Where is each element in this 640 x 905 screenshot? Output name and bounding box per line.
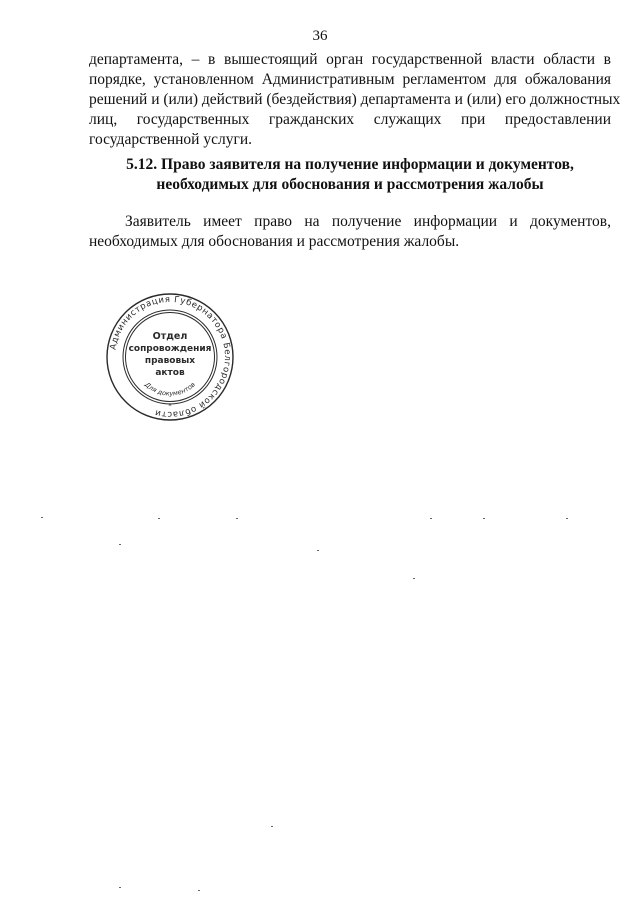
stamp-star-icon: * (168, 402, 172, 410)
text-line: Заявитель имеет право на получение информации и документов, (125, 213, 611, 230)
scan-speck (119, 544, 121, 545)
section-heading-line: необходимых для обоснования и рассмотрения жалобы (156, 176, 544, 193)
text-line: лиц, государственных гражданских служащих при предоставлении (89, 111, 611, 128)
page-number: 36 (312, 28, 328, 44)
paragraph-applicant-right (89, 212, 611, 252)
section-heading (89, 155, 611, 195)
stamp-center-line-2: сопровождения (128, 344, 212, 354)
text-line: департамента, – в вышестоящий орган государственной власти области в (89, 51, 611, 68)
scan-speck (119, 887, 121, 888)
text-line: порядке, установленном Административным регламентом для обжалования (89, 71, 611, 88)
scan-speck (271, 826, 273, 827)
scan-speck (317, 550, 319, 551)
text-line: необходимых для обоснования и рассмотрения жалобы. (89, 233, 460, 250)
stamp-center-line-1: Отдел (152, 331, 188, 342)
scan-speck (430, 518, 432, 519)
scan-speck (413, 578, 415, 579)
scan-speck (198, 890, 200, 891)
stamp-bottom-text: Для документов (143, 380, 197, 398)
text-line: государственной услуги. (89, 131, 252, 148)
scan-speck (236, 518, 238, 519)
stamp-center-line-3: правовых (144, 356, 196, 366)
scan-speck (158, 518, 160, 519)
section-heading-line: 5.12. Право заявителя на получение информации и документов, (126, 156, 574, 173)
official-stamp (105, 292, 235, 422)
stamp-center-line-4: актов (155, 368, 185, 378)
text-line: решений и (или) действий (бездействия) департамента и (или) его должностных (89, 91, 621, 108)
scan-speck (483, 518, 485, 519)
scan-speck (41, 517, 43, 518)
scan-speck (566, 518, 568, 519)
paragraph-appeal-procedure (89, 50, 621, 150)
stamp-outer-text: Администрация Губернатора Белгородской области (108, 294, 233, 420)
